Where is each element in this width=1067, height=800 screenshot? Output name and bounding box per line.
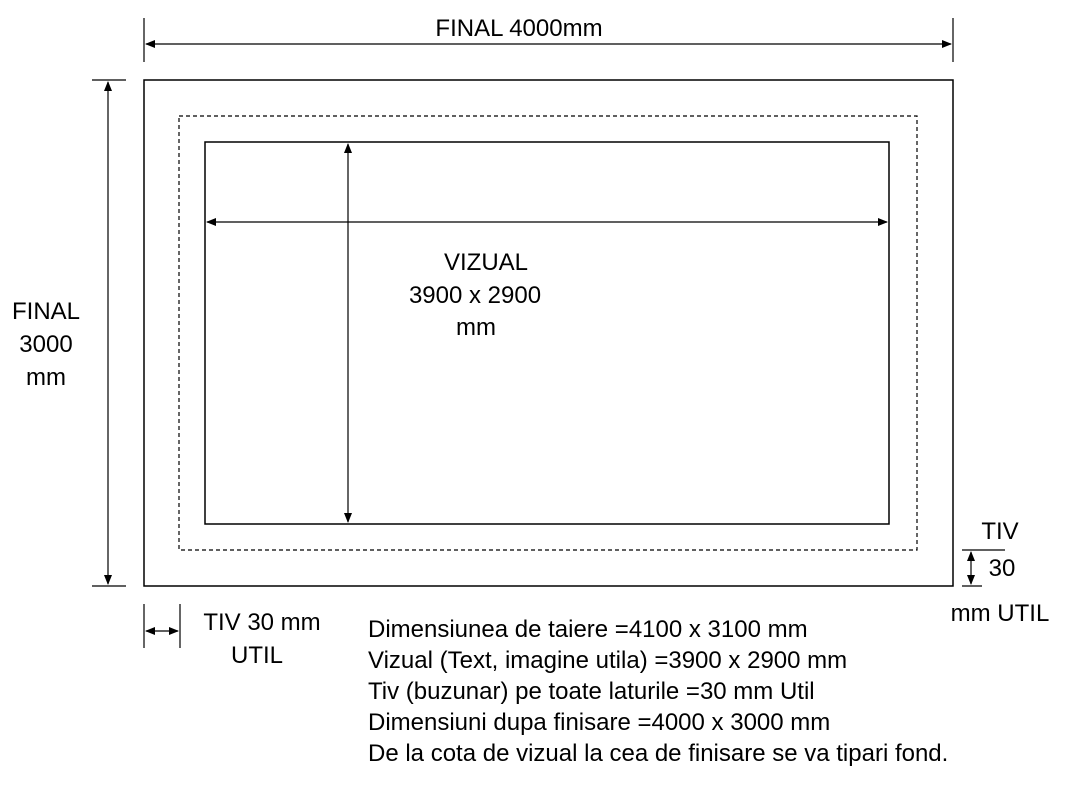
visual-label-line1: VIZUAL — [443, 249, 529, 276]
note-hem-size: Tiv (buzunar) pe toate laturile =30 mm Util — [368, 678, 815, 705]
final-height-label-line1: FINAL — [11, 298, 81, 325]
note-background-print: De la cota de vizual la cea de finisare se va tipari fond. — [368, 740, 949, 767]
visual-label-line3: mm — [456, 314, 496, 341]
tiv-right-label-line2: 30 — [988, 555, 1016, 582]
note-cut-size: Dimensiunea de taiere =4100 x 3100 mm — [368, 616, 808, 643]
tiv-right-label-line3: mm UTIL — [950, 600, 1050, 627]
final-width-label: FINAL 4000mm — [435, 15, 603, 42]
final-outline — [144, 80, 953, 586]
visual-label-line2: 3900 x 2900 — [408, 282, 542, 309]
final-height-label-line2: 3000 — [19, 331, 73, 358]
hem-dashed-outline — [179, 116, 917, 550]
visual-area-outline — [205, 142, 889, 524]
tiv-bottom-label-line1: TIV 30 mm — [203, 609, 321, 636]
tiv-right-label-line1: TIV — [981, 518, 1019, 545]
note-finished-size: Dimensiuni dupa finisare =4000 x 3000 mm — [368, 709, 831, 736]
note-visual-size: Vizual (Text, imagine utila) =3900 x 2900 mm — [368, 647, 848, 674]
final-height-label-line3: mm — [26, 364, 66, 391]
tiv-bottom-label-line2: UTIL — [230, 642, 284, 669]
